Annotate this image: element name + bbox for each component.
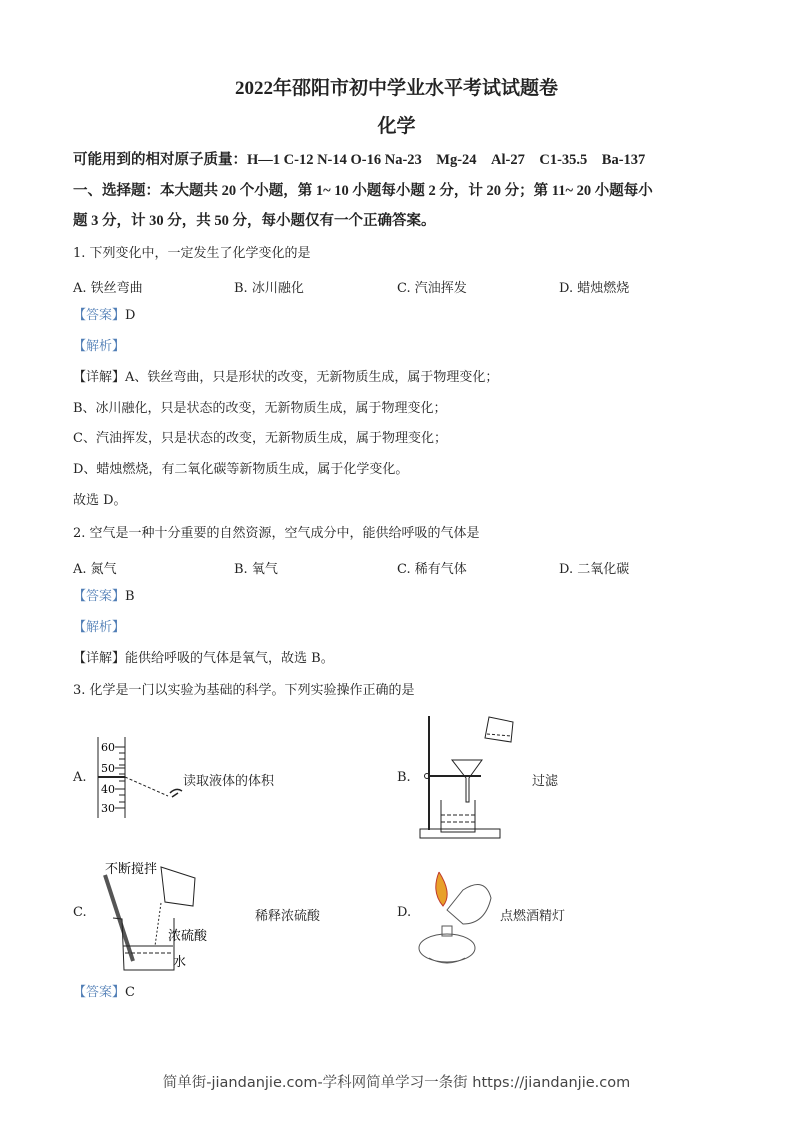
q2-option-d: D. 二氧化碳 — [559, 562, 630, 577]
section-header-line2: 题 3 分，计 30 分，共 50 分，每小题仅有一个正确答案。 — [73, 213, 436, 229]
q1-option-c: C. 汽油挥发 — [397, 281, 467, 296]
q1-detail-4: D、蜡烛燃烧，有二氧化碳等新物质生成，属于化学变化。 — [73, 462, 409, 477]
paper-title: 2022年邵阳市初中学业水平考试试题卷 — [234, 78, 558, 99]
q2-stem: 2. 空气是一种十分重要的自然资源，空气成分中，能供给呼吸的气体是 — [73, 526, 480, 541]
q3-option-b-caption: 过滤 — [532, 774, 559, 789]
q3-option-d-letter: D. — [397, 905, 412, 920]
footer-watermark: 简单街-jiandanjie.com-学科网简单学习一条街 https://jiandanjie.com — [162, 1075, 631, 1091]
q2-answer: 【答案】B — [73, 589, 135, 604]
atomic-masses: 可能用到的相对原子质量：H—1 C-12 N-14 O-16 Na-23 Mg-24 Al-27 C1-35.5 Ba-137 — [73, 152, 646, 168]
q1-option-b: B. 冰川融化 — [234, 281, 304, 296]
q2-detail: 【详解】能供给呼吸的气体是氧气，故选 B。 — [73, 651, 334, 666]
q1-analysis-label: 【解析】 — [73, 339, 126, 354]
q3-stem: 3. 化学是一门以实验为基础的科学。下列实验操作正确的是 — [73, 683, 415, 698]
q3-answer: 【答案】C — [73, 985, 135, 1000]
svg-text:水: 水 — [173, 955, 187, 970]
svg-text:30: 30 — [101, 802, 115, 815]
q3-option-c-letter: C. — [73, 905, 87, 920]
q2-analysis-label: 【解析】 — [73, 620, 126, 635]
svg-text:浓硫酸: 浓硫酸 — [168, 929, 208, 944]
subject-title: 化学 — [377, 116, 416, 137]
svg-text:60: 60 — [101, 741, 115, 754]
filtration-figure — [415, 712, 535, 840]
section-header-line1: 一、选择题：本大题共 20 个小题，第 1~ 10 小题每小题 2 分，计 20 分；第 11~ 20 小题每小 — [73, 183, 653, 199]
q1-stem: 1. 下列变化中，一定发生了化学变化的是 — [73, 246, 311, 261]
q2-option-a: A. 氮气 — [73, 562, 117, 577]
q1-conclusion: 故选 D。 — [73, 493, 127, 508]
q3-option-a-letter: A. — [73, 770, 87, 785]
q2-option-b: B. 氧气 — [234, 562, 278, 577]
q1-detail-3: C、汽油挥发，只是状态的改变，无新物质生成，属于物理变化； — [73, 431, 447, 446]
q1-detail-2: B、冰川融化，只是状态的改变，无新物质生成，属于物理变化； — [73, 401, 447, 416]
q1-option-a: A. 铁丝弯曲 — [73, 281, 143, 296]
q3-option-c-caption: 稀释浓硫酸 — [255, 909, 321, 924]
q3-option-a-caption: 读取液体的体积 — [183, 774, 275, 789]
dilute-acid-figure — [95, 858, 215, 973]
svg-text:50: 50 — [101, 762, 115, 775]
q3-option-b-letter: B. — [397, 770, 411, 785]
alcohol-lamp-figure — [415, 868, 505, 970]
svg-text:40: 40 — [101, 783, 115, 796]
q2-option-c: C. 稀有气体 — [397, 562, 467, 577]
svg-text:不断搅拌: 不断搅拌 — [105, 862, 158, 877]
q1-answer: 【答案】D — [73, 308, 136, 323]
q1-detail-1: 【详解】A、铁丝弯曲，只是形状的改变，无新物质生成，属于物理变化； — [73, 370, 499, 385]
q3-option-d-caption: 点燃酒精灯 — [500, 909, 566, 924]
q1-option-d: D. 蜡烛燃烧 — [559, 281, 630, 296]
